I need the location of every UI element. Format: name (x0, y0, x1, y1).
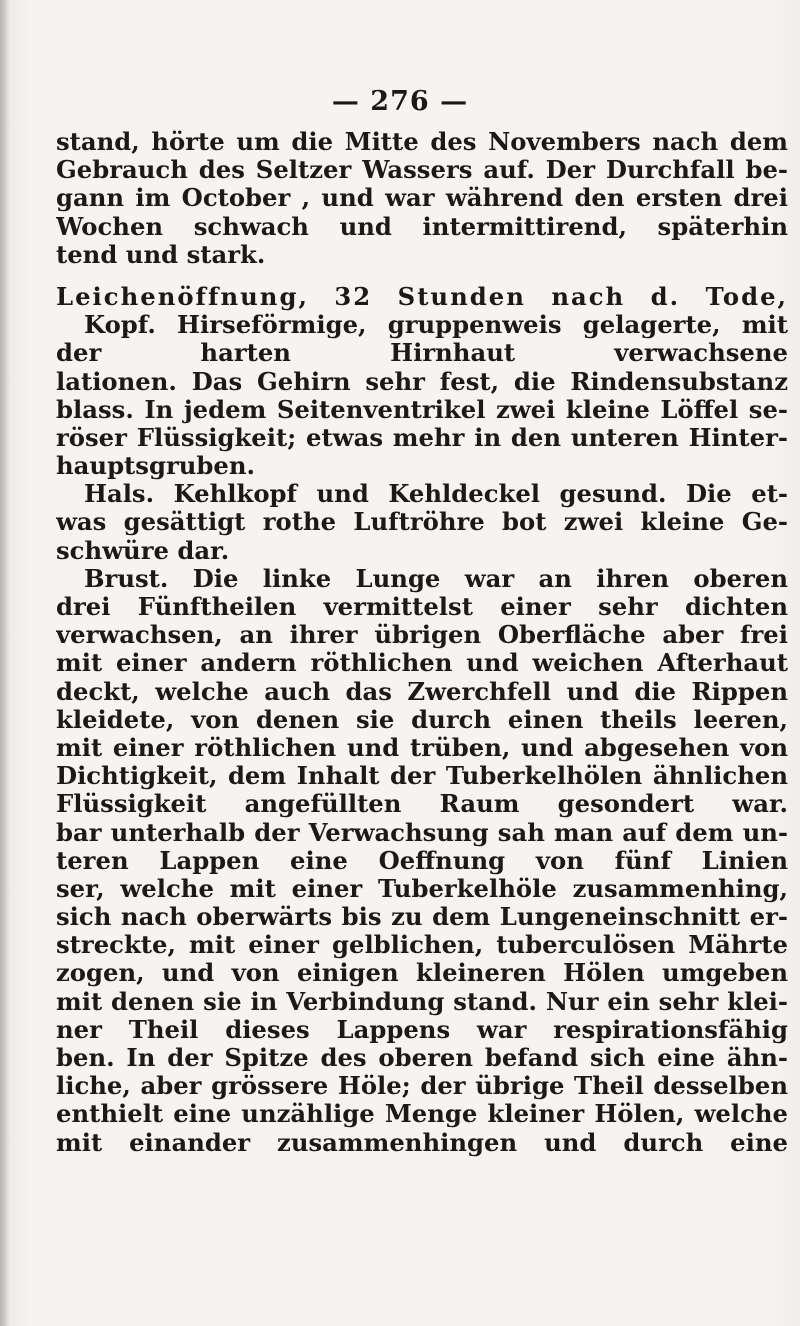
spine-shadow (0, 0, 10, 1326)
text-line: Wochen schwach und intermittirend, späterhin (56, 212, 788, 241)
text-line: mit einer andern röthlichen und weichen Afterhaut (56, 649, 788, 678)
text-line: Dichtigkeit, dem Inhalt der Tuberkelhölen ähnlichen (56, 762, 788, 791)
text-line: Kopf. Hirseförmige, gruppenweis gelagerte, mit (84, 311, 788, 340)
text-line: hauptsgruben. (56, 451, 255, 481)
text-line: zogen, und von einigen kleineren Hölen umgeben (56, 959, 788, 988)
body-text (56, 128, 788, 1157)
text-line: schwüre dar. (56, 535, 230, 565)
text-line: röser Flüssigkeit; etwas mehr in den unteren Hinter- (56, 423, 788, 452)
text-line: drei Fünftheilen vermittelst einer sehr dichten (56, 593, 788, 621)
text-line: bar unterhalb der Verwachsung sah man auf dem un- (56, 818, 788, 847)
text-line: ben. In der Spitze des oberen befand sich eine ähn- (56, 1044, 788, 1072)
text-line: enthielt eine unzählige Menge kleiner Hölen, welche (56, 1100, 788, 1129)
text-line: Brust. Die linke Lunge war an ihren oberen (84, 564, 788, 593)
text-line: verwachsen, an ihrer übrigen Oberfläche aber frei (56, 621, 788, 650)
paragraph-gap (56, 269, 788, 283)
text-line: streckte, mit einer gelblichen, tuberculösen Mährte (56, 931, 788, 960)
text-line: was gesättigt rothe Luftröhre bot zwei kleine Ge- (56, 508, 788, 537)
text-line: mit einer röthlichen und trüben, und abgesehen von (56, 733, 788, 762)
text-line: tend und stark. (56, 239, 266, 269)
text-line: ner Theil dieses Lappens war respirationsfähig (56, 1015, 788, 1044)
text-line: mit einander zusammenhingen und durch eine (56, 1128, 788, 1157)
text-line: der harten Hirnhaut verwachsene (56, 339, 788, 368)
text-line: blass. In jedem Seitenventrikel zwei kleine Löffel se- (56, 395, 788, 424)
text-line: ser, welche mit einer Tuberkelhöle zusammenhing, (56, 874, 788, 903)
text-line: Flüssigkeit angefüllten Raum gesondert war. (56, 790, 788, 819)
text-line: sich nach oberwärts bis zu dem Lungeneinschnitt er- (56, 903, 788, 932)
text-line: Leichenöffnung, 32 Stunden nach d. Tode, (56, 282, 788, 311)
text-line: gann im October , und war während den ersten drei (56, 184, 788, 213)
text-line: kleidete, von denen sie durch einen theils leeren, (56, 705, 788, 734)
text-line: stand, hörte um die Mitte des Novembers nach dem (56, 128, 788, 156)
text-line: Hals. Kehlkopf und Kehldeckel gesund. Die et- (84, 480, 788, 509)
text-line: Gebrauch des Seltzer Wassers auf. Der Durchfall be- (56, 156, 788, 185)
page-number: — 276 — (331, 86, 469, 117)
text-line: deckt, welche auch das Zwerchfell und die Rippen (56, 677, 788, 706)
text-line: lationen. Das Gehirn sehr fest, die Rindensubstanz (56, 367, 788, 396)
text-line: mit denen sie in Verbindung stand. Nur ein sehr klei- (56, 987, 788, 1016)
text-line: teren Lappen eine Oeffnung von fünf Linien (56, 846, 788, 875)
text-line: liche, aber grössere Höle; der übrige Theil desselben (56, 1072, 788, 1101)
